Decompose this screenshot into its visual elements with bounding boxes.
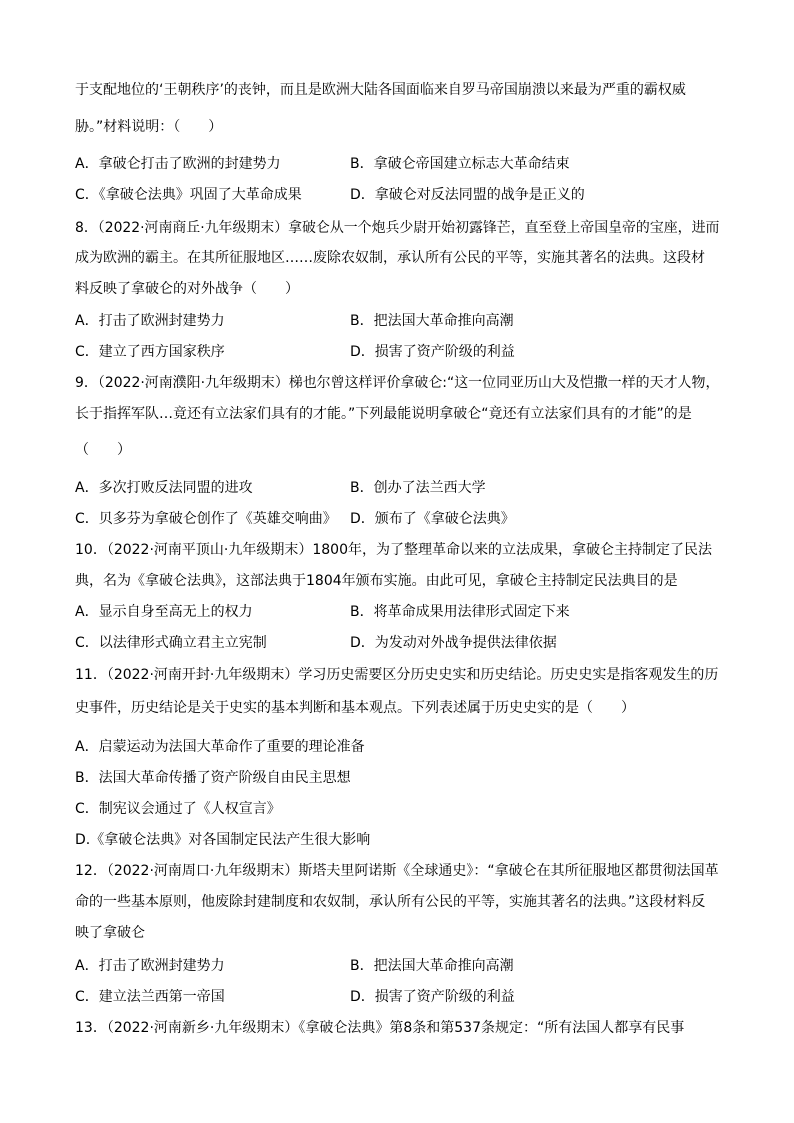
question-8-line: 料反映了拿破仑的对外战争（ ） [75, 281, 299, 297]
question-12-line: 映了拿破仑 [75, 925, 145, 941]
option-a: A．显示自身至高无上的权力 [75, 604, 253, 620]
option-b: B．创办了法兰西大学 [350, 480, 486, 496]
question-10-line: 10．（2022·河南平顶山·九年级期末）1800年，为了整理革命以来的立法成果，拿破仑主持制定了民法 [75, 542, 712, 558]
option-d: D.《拿破仑法典》对各国制定民法产生很大影响 [75, 832, 371, 848]
question-9-line: 9．（2022·河南濮阳·九年级期末）梯也尔曾这样评价拿破仑:“这一位同亚历山大及恺撒一样的天才人物， [75, 375, 720, 391]
option-b: B．把法国大革命推向高潮 [350, 958, 514, 974]
option-d: D．为发动对外战争提供法律依据 [350, 635, 557, 651]
option-c: C．《拿破仑法典》巩固了大革命成果 [75, 187, 302, 203]
option-b: B．将革命成果用法律形式固定下来 [350, 604, 570, 620]
option-a: A．多次打败反法同盟的进攻 [75, 480, 253, 496]
question-10-line: 典，名为《拿破仑法典》，这部法典于1804年颁布实施。由此可见，拿破仑主持制定民法典目的是 [75, 573, 678, 589]
question-text-line: 胁。”材料说明：（ ） [75, 119, 223, 135]
question-12-line: 12．（2022·河南周口·九年级期末）斯塔夫里阿诺斯《全球通史》：“拿破仑在其所征服地区都贯彻法国革 [75, 863, 719, 879]
question-8-line: 8．（2022·河南商丘·九年级期末）拿破仑从一个炮兵少尉开始初露锋芒，直至登上帝国皇帝的宝座，进而 [75, 220, 720, 236]
option-a: A．拿破仑打击了欧洲的封建势力 [75, 156, 281, 172]
option-d: D．损害了资产阶级的利益 [350, 344, 515, 360]
question-11-line: 11．（2022·河南开封·九年级期末）学习历史需要区分历史史实和历史结论。历史史实是指客观发生的历 [75, 667, 719, 683]
question-12-line: 命的一些基本原则，他废除封建制度和农奴制，承认所有公民的平等，实施其著名的法典。”这段材料反 [75, 894, 706, 910]
option-c: C．贝多芬为拿破仑创作了《英雄交响曲》 [75, 511, 337, 527]
option-c: C．建立法兰西第一帝国 [75, 989, 225, 1005]
question-11-line: 史事件，历史结论是关于史实的基本判断和基本观点。下列表述属于历史史实的是（ ） [75, 700, 635, 716]
option-c: C．建立了西方国家秩序 [75, 344, 225, 360]
option-c: C．制宪议会通过了《人权宣言》 [75, 801, 281, 817]
option-a: A．启蒙运动为法国大革命作了重要的理论准备 [75, 739, 365, 755]
question-9-line: （ ） [75, 442, 131, 458]
option-d: D．拿破仑对反法同盟的战争是正义的 [350, 187, 585, 203]
option-a: A．打击了欧洲封建势力 [75, 313, 225, 329]
option-d: D．颁布了《拿破仑法典》 [350, 511, 515, 527]
option-b: B．法国大革命传播了资产阶级自由民主思想 [75, 770, 351, 786]
option-b: B．拿破仑帝国建立标志大革命结束 [350, 156, 570, 172]
option-a: A．打击了欧洲封建势力 [75, 958, 225, 974]
question-9-line: 长于指挥军队…竟还有立法家们具有的才能。”下列最能说明拿破仑“竟还有立法家们具有的才能”的是 [75, 406, 692, 422]
option-c: C．以法律形式确立君主立宪制 [75, 635, 267, 651]
option-b: B．把法国大革命推向高潮 [350, 313, 514, 329]
option-d: D．损害了资产阶级的利益 [350, 989, 515, 1005]
question-text-line: 于支配地位的‘王朝秩序’的丧钟，而且是欧洲大陆各国面临来自罗马帝国崩溃以来最为严重的霸权威 [75, 82, 686, 98]
question-8-line: 成为欧洲的霸主。在其所征服地区……废除农奴制，承认所有公民的平等，实施其著名的法典。这段材 [75, 250, 705, 266]
question-13-line: 13．（2022·河南新乡·九年级期末）《拿破仑法典》第8条和第537条规定：“所有法国人都享有民事 [75, 1020, 685, 1036]
